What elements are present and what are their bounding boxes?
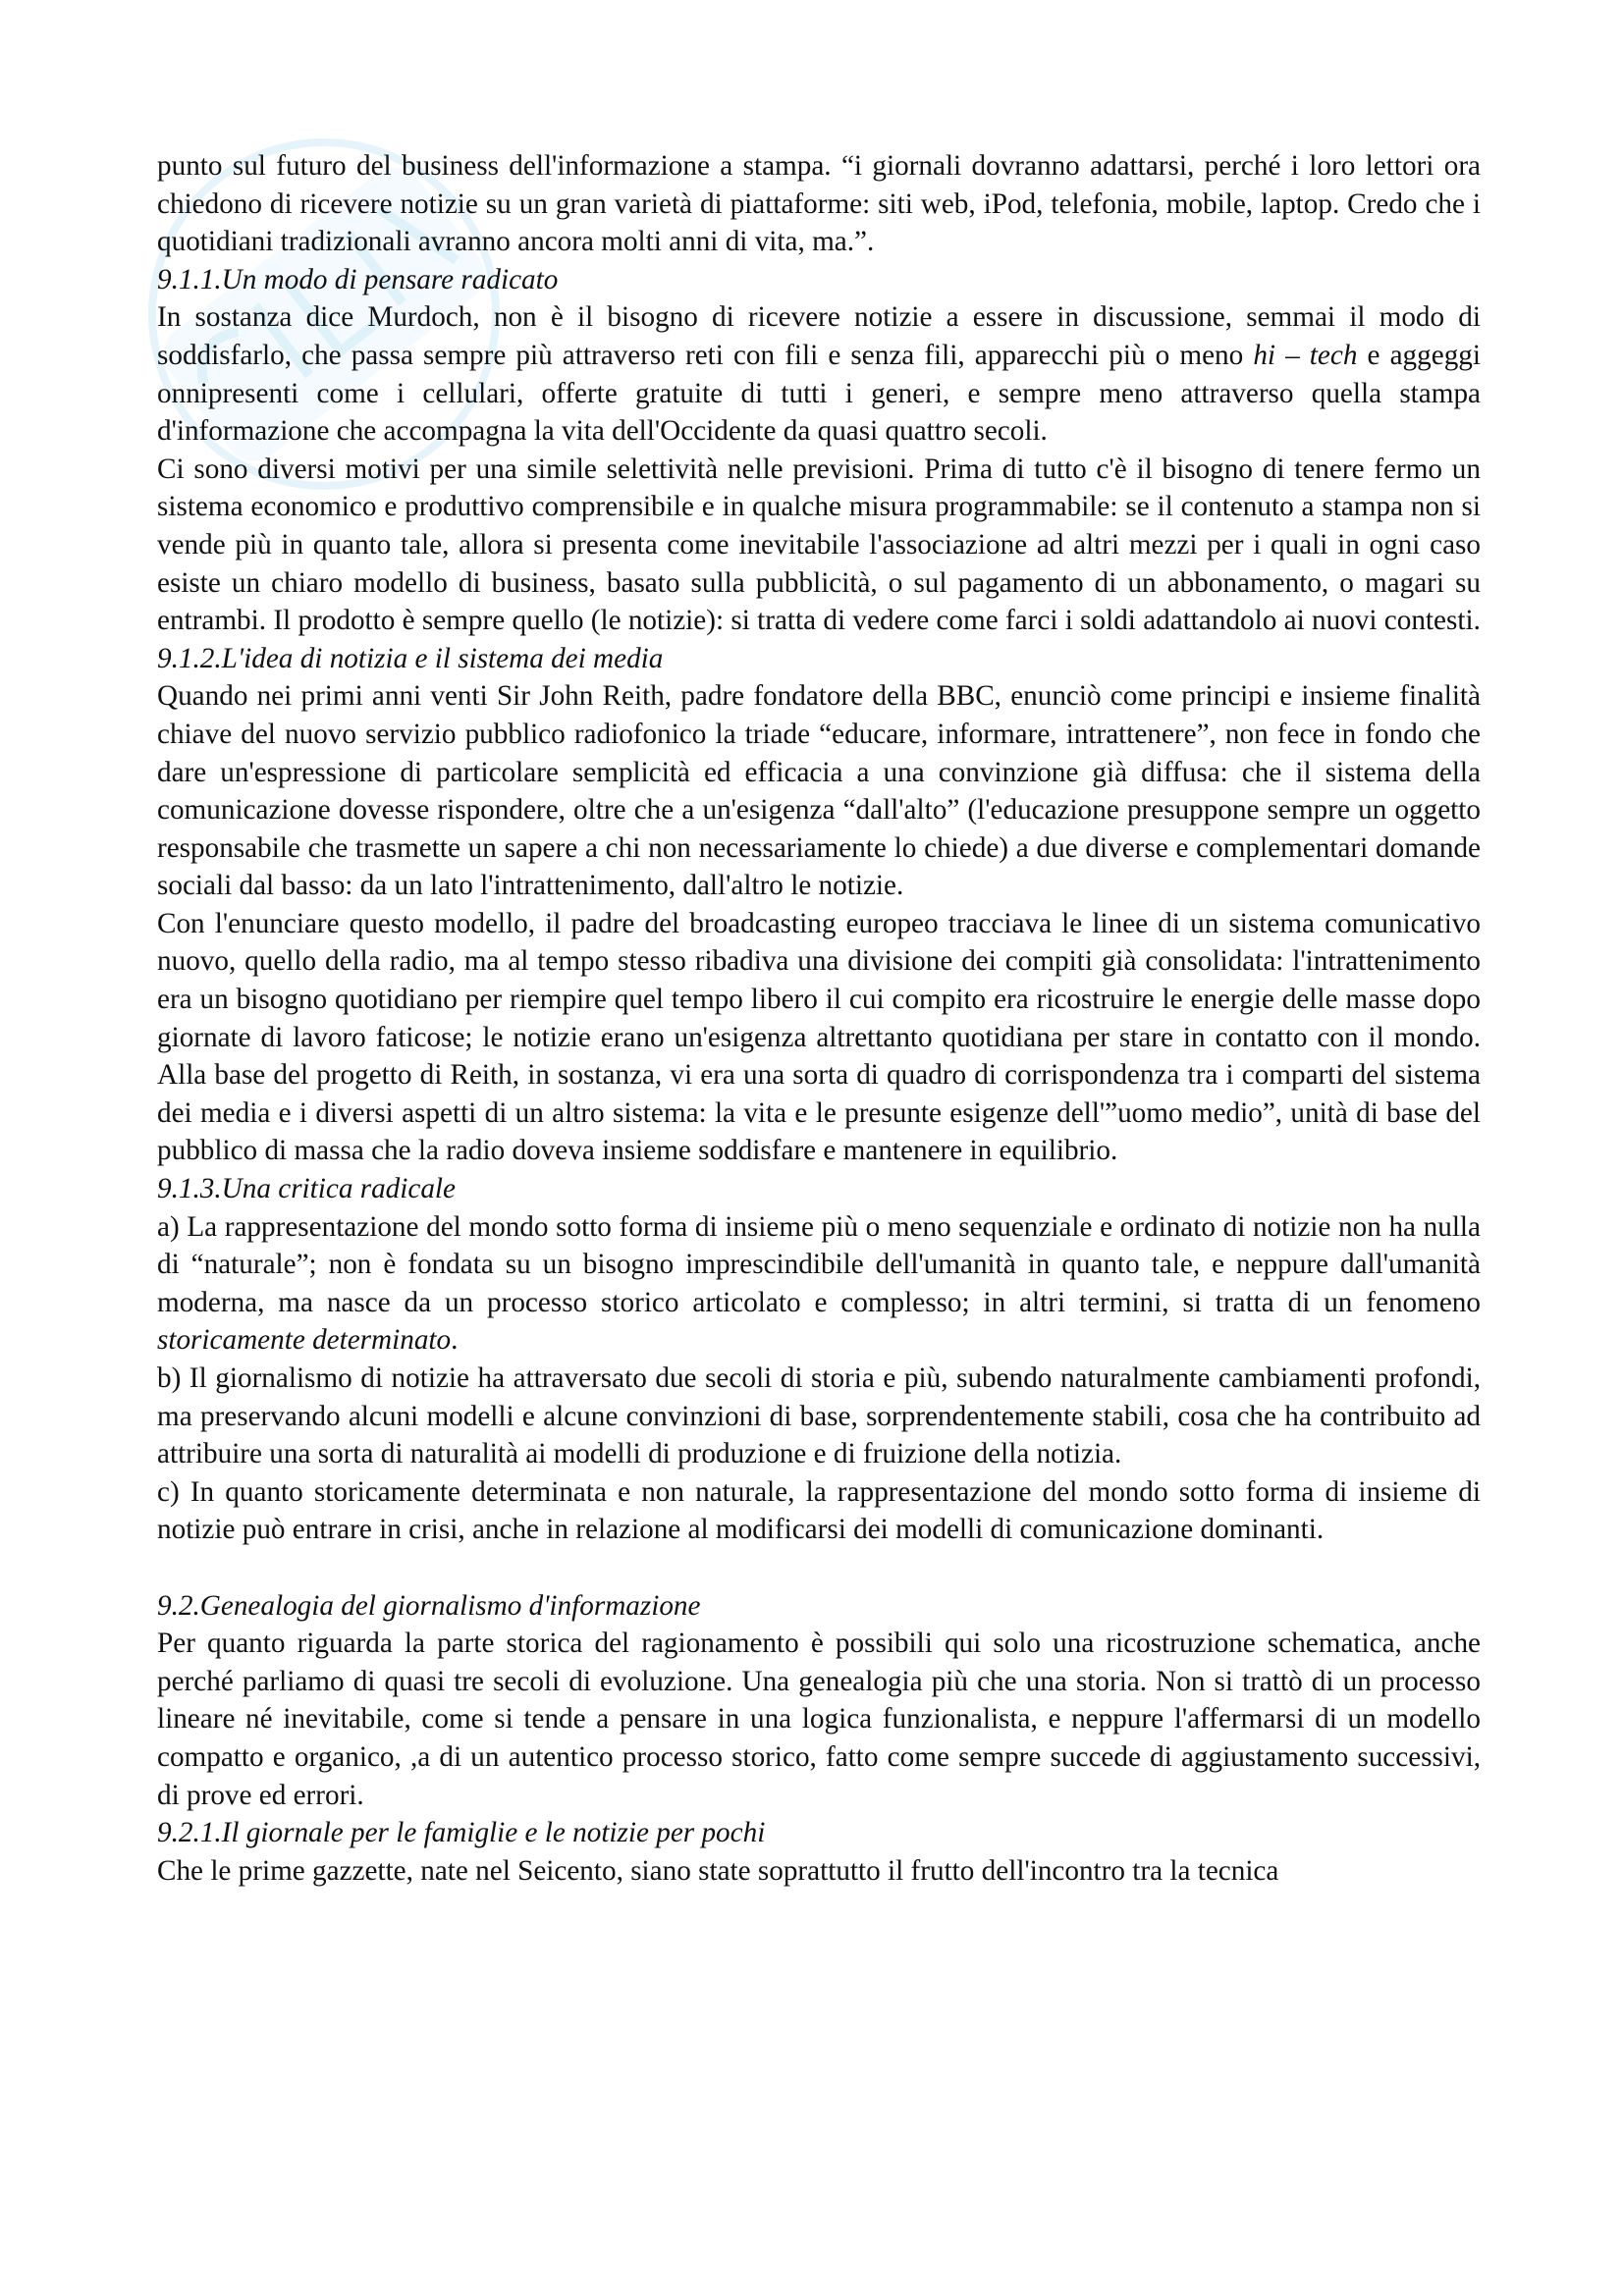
paragraph-point-a: [157, 1208, 1481, 1360]
heading-9-2-1: 9.2.1.Il giornale per le famiglie e le notizie per pochi: [157, 1817, 766, 1849]
paragraph-murdoch-text-a: In sostanza dice Murdoch, non è il bisogno di ricevere notizie a essere in discussione, semmai il modo di soddisfarlo, che passa sempre più attraverso reti con fili e senza fili, apparecchi più o meno: [157, 301, 1481, 371]
hi-tech-term: hi – tech: [1253, 339, 1358, 371]
paragraph-murdoch: [157, 298, 1481, 450]
heading-9-1-2: 9.1.2.L'idea di notizia e il sistema dei media: [157, 642, 664, 674]
paragraph-point-b: b) Il giornalismo di notizie ha attraversato due secoli di storia e più, subendo naturalmente cambiamenti profondi, ma preservando alcuni modelli e alcune convinzioni di base, sorprendentemente stabili, cosa che ha contribuito ad attribuire una sorta di naturalità ai modelli di produzione e di fruizione della notizia.: [157, 1362, 1481, 1470]
storicamente-determinato-term: storicamente determinato: [157, 1324, 452, 1357]
section-gap: [157, 1549, 1481, 1587]
point-a-period: .: [451, 1324, 459, 1357]
paragraph-intro: punto sul futuro del business dell'informazione a stampa. “i giornali dovranno adattarsi, perché i loro lettori ora chiedono di ricevere notizie su un gran varietà di piattaforme: siti web, iPod, telefonia, mobile, laptop. Credo che i quotidiani tradizionali avranno ancora molti anni di vita, ma.”.: [157, 150, 1481, 258]
paragraph-genealogia: Per quanto riguarda la parte storica del ragionamento è possibili qui solo una ricostruzione schematica, anche perché parliamo di quasi tre secoli di evoluzione. Una genealogia più che una storia. Non si trattò di un processo lineare né inevitabile, come si tende a pensare in una logica funzionalista, e neppure l'affermarsi di un modello compatto e organico, ,a di un autentico processo storico, fatto come sempre succede di aggiustamento successivi, di prove ed errori.: [157, 1628, 1481, 1811]
document-body: [157, 147, 1481, 1890]
paragraph-broadcasting: Con l'enunciare questo modello, il padre del broadcasting europeo tracciava le linee di un sistema comunicativo nuovo, quello della radio, ma al tempo stesso ribadiva una divisione dei compiti già consolidata: l'intrattenimento era un bisogno quotidiano per riempire quel tempo libero il cui compito era ricostruire le energie delle masse dopo giornate di lavoro faticose; le notizie erano un'esigenza altrettanto quotidiana per stare in contatto con il mondo. Alla base del progetto di Reith, in sostanza, vi era una sorta di quadro di corrispondenza tra i comparti del sistema dei media e i diversi aspetti di un altro sistema: la vita e le presunte esigenze dell'”uomo medio”, unità di base del pubblico di massa che la radio doveva insieme soddisfare e mantenere in equilibrio.: [157, 907, 1481, 1167]
paragraph-murdoch-text-b: e aggeggi onnipresenti come i cellulari, offerte gratuite di tutti i generi, e sempre meno attraverso quella stampa d'informazione che accompagna la vita dell'Occidente da quasi quattro secoli.: [157, 339, 1481, 448]
paragraph-selettivita: Ci sono diversi motivi per una simile selettività nelle previsioni. Prima di tutto c'è il bisogno di tenere fermo un sistema economico e produttivo comprensibile e in qualche misura programmabile: se il contenuto a stampa non si vende più in quanto tale, allora si presenta come inevitabile l'associazione ad altri mezzi per i quali in ogni caso esiste un chiaro modello di business, basato sulla pubblicità, o sul pagamento di un abbonamento, o magari su entrambi. Il prodotto è sempre quello (le notizie): si tratta di vedere come farci i soldi adattandolo ai nuovi contesti.: [157, 453, 1481, 637]
paragraph-point-c: c) In quanto storicamente determinata e non naturale, la rappresentazione del mondo sotto forma di insieme di notizie può entrare in crisi, anche in relazione al modificarsi dei modelli di comunicazione dominanti.: [157, 1475, 1481, 1546]
paragraph-gazzette: Che le prime gazzette, nate nel Seicento, siano state soprattutto il frutto dell'incontro tra la tecnica: [157, 1854, 1279, 1887]
point-a-text: a) La rappresentazione del mondo sotto forma di insieme più o meno sequenziale e ordinato di notizie non ha nulla di “naturale”; non è fondata su un bisogno imprescindibile dell'umanità in quanto tale, e neppure dall'umanità moderna, ma nasce da un processo storico articolato e complesso; in altri termini, si tratta di un fenomeno: [157, 1210, 1481, 1318]
paragraph-reith: Quando nei primi anni venti Sir John Reith, padre fondatore della BBC, enunciò come principi e insieme finalità chiave del nuovo servizio pubblico radiofonico la triade “educare, informare, intrattenere”, non fece in fondo che dare un'espressione di particolare semplicità ed efficacia a una convinzione già diffusa: che il sistema della comunicazione dovesse rispondere, oltre che a un'esigenza “dall'alto” (l'educazione presuppone sempre un oggetto responsabile che trasmette un sapere a chi non necessariamente lo chiede) a due diverse e complementari domande sociali dal basso: da un lato l'intrattenimento, dall'altro le notizie.: [157, 680, 1481, 902]
heading-9-2: 9.2.Genealogia del giornalismo d'informazione: [157, 1589, 701, 1622]
heading-9-1-3: 9.1.3.Una critica radicale: [157, 1173, 456, 1205]
heading-9-1-1: 9.1.1.Un modo di pensare radicato: [157, 263, 559, 295]
